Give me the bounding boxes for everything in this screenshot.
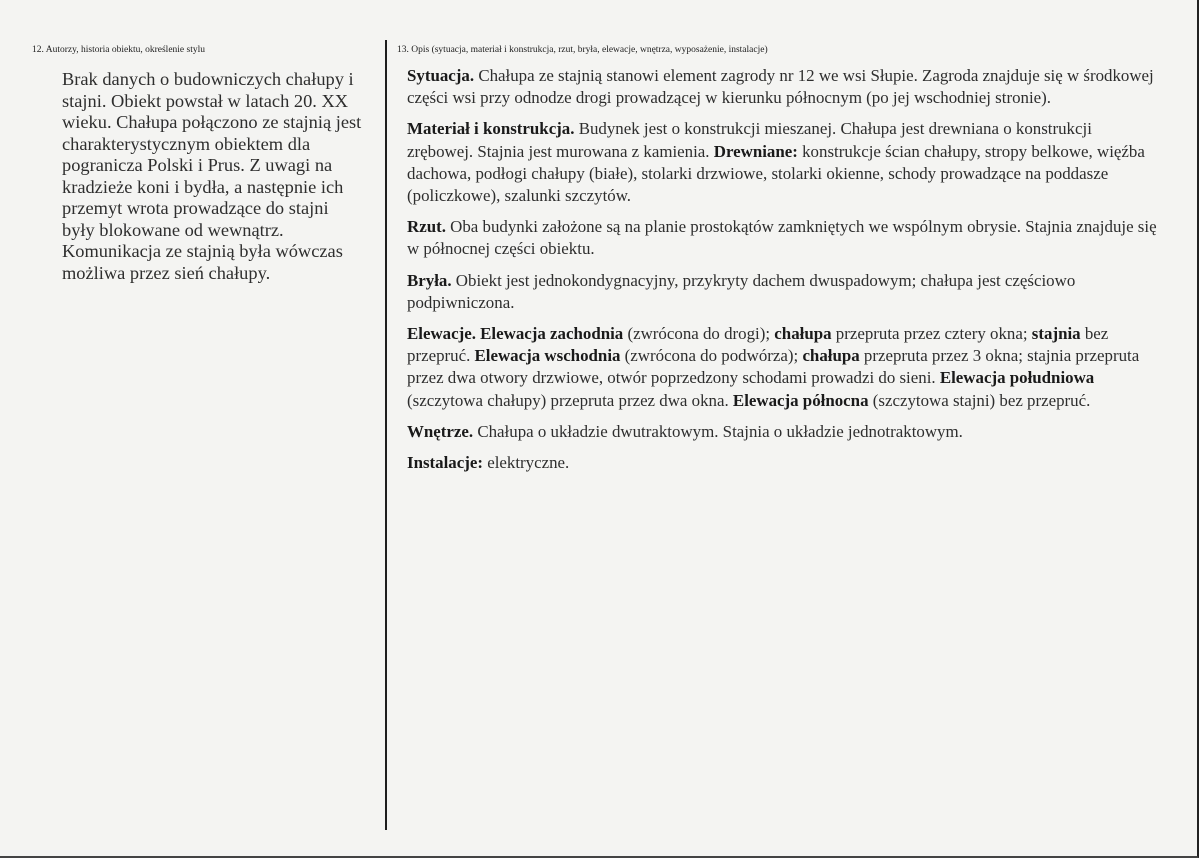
bold-stajnia: stajnia: [1031, 324, 1081, 344]
text-sytuacja: Chałupa ze stajnią stanowi element zagrody nr 12 we wsi Słupie. Zagroda znajduje się w środkowej części wsi przy odnodze drogi prowadzącej w kierunku północnym (po jej wschodniej stronie).: [407, 66, 1154, 108]
text-elewacje-7: (szczytowa stajni) bez przepruć.: [868, 390, 1091, 410]
bold-elewacja-wschodnia: Elewacja wschodnia: [474, 346, 621, 366]
text-rzut: Oba budynki założone są na planie prostokątów zamkniętych we wspólnym obrysie. Stajnia znajduje się w północnej części obiektu.: [407, 217, 1157, 259]
history-field-label: 12. Autorzy, historia obiektu, określenie stylu: [32, 45, 205, 55]
text-elewacje-1: (zwrócona do drogi);: [623, 324, 775, 344]
text-elewacje-3: bez przepruć.: [407, 324, 1109, 366]
text-wnetrze: Chałupa o układzie dwutraktowym. Stajnia o układzie jednotraktowym.: [473, 421, 963, 441]
paragraph-wnetrze: [407, 421, 1162, 443]
heading-bryla: Bryła.: [407, 270, 452, 290]
heading-wnetrze: Wnętrze.: [407, 421, 474, 441]
bold-elewacja-polnocna: Elewacja północna: [732, 390, 869, 410]
description-body: [407, 65, 1162, 474]
bold-chalupa-2: chałupa: [802, 346, 860, 366]
text-elewacje-2: przepruta przez cztery okna;: [831, 324, 1032, 344]
heading-rzut: Rzut.: [407, 217, 446, 237]
paragraph-elewacje: [407, 323, 1162, 412]
paragraph-material: [407, 118, 1162, 207]
text-elewacje-4: (zwrócona do podwórza);: [620, 346, 803, 366]
paragraph-bryla: [407, 270, 1162, 314]
bold-chalupa-1: chałupa: [774, 324, 832, 344]
heading-sytuacja: Sytuacja.: [407, 66, 475, 85]
bold-elewacja-poludniowa: Elewacja południowa: [939, 368, 1095, 388]
heading-elewacje: Elewacje. Elewacja zachodnia: [407, 324, 624, 344]
text-drewniane: konstrukcje ścian chałupy, stropy belkowe, więźba dachowa, podłogi chałupy (białe), stolarki drzwiowe, stolarki okienne, schody prowadzące na poddasze (policzkowe), szalunki szczytów.: [407, 141, 1145, 206]
history-text: Brak danych o budowniczych chałupy i stajni. Obiekt powstał w latach 20. XX wieku. Chałupa połączono ze stajnią jest charakterystycznym obiektem dla pogranicza Polski i Prus. Z uwagi na kradzieże koni i bydła, a następnie ich przemyt wrota prowadzące do stajni były blokowane od wewnątrz. Komunikacja ze stajnią była wówczas możliwa przez sień chałupy.: [62, 69, 362, 283]
description-section: [397, 44, 1167, 483]
paragraph-instalacje: [407, 452, 1162, 474]
text-instalacje: elektryczne.: [483, 453, 570, 473]
text-material: Budynek jest o konstrukcji mieszanej. Chałupa jest drewniana o konstrukcji zrębowej. Stajnia jest murowana z kamienia.: [407, 119, 1092, 161]
heading-drewniane: Drewniane:: [713, 141, 798, 161]
text-elewacje-5: przepruta przez 3 okna; stajnia przepruta przez dwa otwory drzwiowe, otwór poprzedzony schodami prowadzi do sieni.: [407, 346, 1140, 388]
paragraph-rzut: [407, 216, 1162, 260]
heading-material: Materiał i konstrukcja.: [407, 119, 575, 139]
paragraph-sytuacja: [407, 65, 1162, 109]
text-bryla: Obiekt jest jednokondygnacyjny, przykryty dachem dwuspadowym; chałupa jest częściowo podpiwniczona.: [407, 270, 1076, 312]
column-divider: [385, 40, 387, 830]
heading-instalacje: Instalacje:: [407, 453, 483, 473]
history-section: [32, 44, 372, 284]
description-field-label: 13. Opis (sytuacja, materiał i konstrukcja, rzut, bryła, elewacje, wnętrza, wyposażenie, instalacje): [397, 45, 768, 55]
text-elewacje-6: (szczytowa chałupy) przepruta przez dwa okna.: [407, 390, 733, 410]
